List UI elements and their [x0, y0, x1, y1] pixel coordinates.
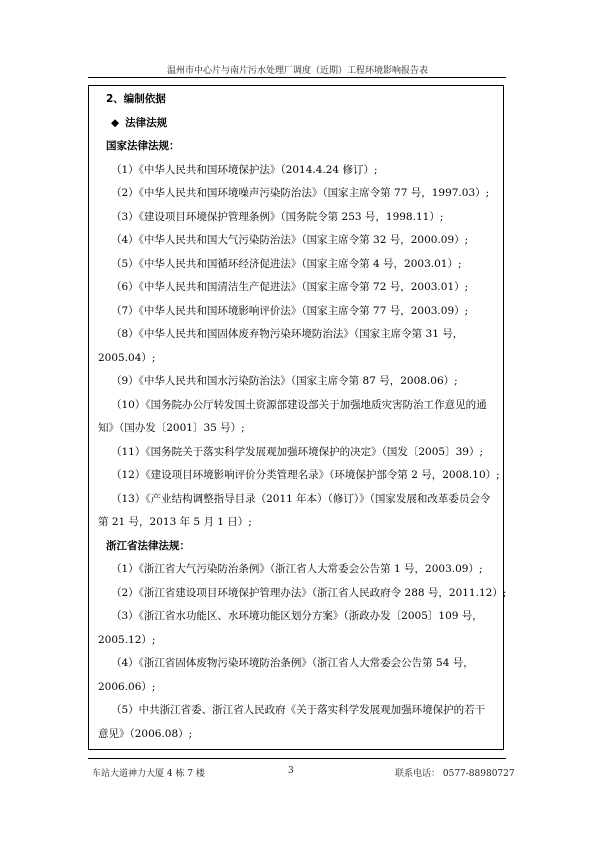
- list-item-cont: 2006.06）;: [98, 680, 156, 693]
- list-item: （1）《浙江省大气污染防治条例》（浙江省人大常委会公告第 1 号，2003.09）;: [111, 563, 483, 575]
- list-item: （1）《中华人民共和国环境保护法》（2014.4.24 修订）;: [111, 163, 378, 176]
- list-item-cont: 2005.12）;: [98, 633, 156, 646]
- section-heading: 2、编制依据: [106, 93, 166, 105]
- footer-address: 车站大道神力大厦 4 栋 7 楼: [92, 769, 205, 779]
- list-item: （3）《浙江省水功能区、水环境功能区划分方案》（浙政办发〔2005〕109 号，: [111, 610, 483, 622]
- list-item: （5）中共浙江省委、浙江省人民政府《关于落实科学发展观加强环境保护的若干: [111, 704, 486, 716]
- header-rule: [88, 77, 506, 78]
- list-item: （12）《建设项目环境影响评价分类管理名录》（环境保护部令第 2 号，2008.10）;: [111, 469, 500, 481]
- footer-phone: 联系电话： 0577-88980727: [395, 769, 515, 779]
- list-item: （10）《国务院办公厅转发国土资源部建设部关于加强地质灾害防治工作意见的通: [111, 398, 487, 411]
- list-item-cont: 第 21 号，2013 年 5 月 1 日）;: [98, 516, 252, 528]
- page-header: 温州市中心片与南片污水处理厂调度（近期）工程环境影响报告表: [166, 66, 428, 76]
- diamond-bullet-icon: ◆: [111, 116, 120, 129]
- list-item: （2）《浙江省建设项目环境保护管理办法》（浙江省人民政府令 288 号，2011.12）;: [111, 586, 507, 599]
- list-item: （8）《中华人民共和国固体废弃物污染环境防治法》（国家主席令第 31 号，: [111, 328, 464, 340]
- list-item: （3）《建设项目环境保护管理条例》（国务院令第 253 号，1998.11）;: [111, 210, 444, 223]
- list-item: （13）《产业结构调整指导目录（2011 年本）（修订）》（国家发展和改革委员会令: [111, 492, 491, 505]
- zhejiang-title: 浙江省法律法规：: [106, 539, 190, 552]
- page-number: 3: [288, 766, 294, 776]
- list-item: （7）《中华人民共和国环境影响评价法》（国家主席令第 77 号，2003.09）;: [111, 304, 469, 317]
- list-item: （4）《浙江省固体废物污染环境防治条例》（浙江省人大常委会公告第 54 号，: [111, 657, 474, 669]
- national-title: 国家法律法规：: [106, 140, 180, 152]
- list-item: （5）《中华人民共和国循环经济促进法》（国家主席令第 4 号，2003.01）;: [111, 257, 462, 270]
- list-item: （2）《中华人民共和国环境噪声污染防治法》（国家主席令第 77 号，1997.03）;: [111, 187, 490, 199]
- list-item: （6）《中华人民共和国清洁生产促进法》（国家主席令第 72 号，2003.01）;: [111, 281, 469, 293]
- list-item-cont: 2005.04）;: [98, 351, 156, 364]
- subheading: ◆ 法律法规: [111, 116, 168, 129]
- list-item-cont: 意见》（2006.08）;: [98, 727, 193, 740]
- document-body: [88, 88, 507, 746]
- list-item: （4）《中华人民共和国大气污染防治法》（国家主席令第 32 号，2000.09）;: [111, 234, 469, 246]
- list-item-cont: 知》（国办发〔2001〕35 号）;: [98, 422, 245, 434]
- footer-rule: [88, 758, 506, 759]
- list-item: （11）《国务院关于落实科学发展观加强环境保护的决定》（国发〔2005〕39）;: [111, 445, 483, 458]
- list-item: （9）《中华人民共和国水污染防治法》（国家主席令第 87 号，2008.06）;: [111, 375, 458, 387]
